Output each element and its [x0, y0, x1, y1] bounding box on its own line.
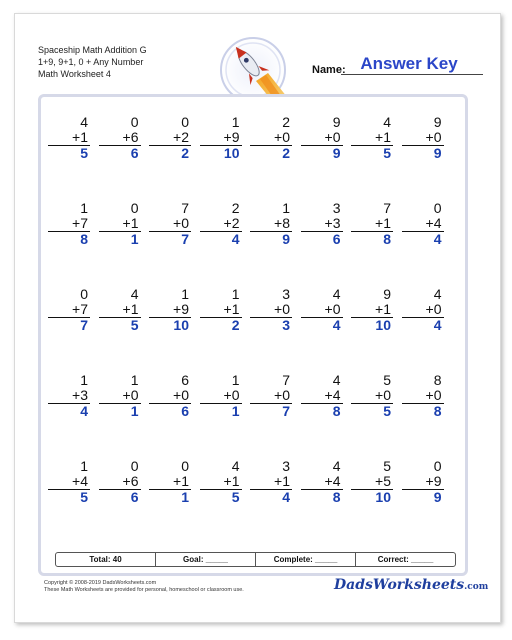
name-label: Name:	[312, 64, 346, 76]
addition-problem	[351, 201, 393, 247]
addition-problem	[149, 115, 191, 161]
problem-answer: 5	[383, 145, 391, 161]
problem-answer: 10	[375, 317, 391, 333]
addition-problem	[301, 373, 343, 419]
problem-top-number: 1	[231, 372, 240, 388]
problem-answer: 8	[80, 231, 88, 247]
addition-problem	[200, 373, 242, 419]
addition-problem	[99, 201, 141, 247]
copyright-line-2: These Math Worksheets are provided for personal, homeschool or classroom use.	[44, 587, 244, 593]
problem-addend: +0	[250, 388, 292, 404]
problem-addend: +4	[402, 216, 444, 232]
addition-problem	[200, 115, 242, 161]
addition-problem	[99, 287, 141, 333]
addition-problem	[48, 115, 90, 161]
addition-problem	[351, 115, 393, 161]
problem-answer: 2	[282, 145, 290, 161]
problem-top-number: 4	[80, 114, 88, 130]
copyright-line-1: Copyright © 2008-2019 DadsWorksheets.com	[44, 580, 157, 586]
addition-problem	[99, 373, 141, 419]
problem-answer: 8	[332, 403, 341, 419]
problem-addend: +8	[250, 216, 292, 232]
problem-answer: 7	[181, 231, 189, 247]
problem-addend: +1	[200, 474, 242, 490]
problem-top-number: 0	[130, 200, 139, 216]
problem-addend: +0	[250, 302, 292, 318]
problem-top-number: 0	[433, 200, 442, 216]
problem-addend: +5	[351, 474, 393, 490]
problem-addend: +0	[200, 388, 242, 404]
problem-top-number: 4	[332, 458, 341, 474]
addition-problem	[250, 115, 292, 161]
problem-top-number: 1	[80, 200, 88, 216]
answer-key-title: Answer Key	[360, 54, 458, 73]
problem-top-number: 5	[383, 372, 391, 388]
problem-answer: 3	[282, 317, 290, 333]
addition-problem	[402, 287, 444, 333]
problem-answer: 1	[231, 403, 240, 419]
goal-field: Goal: _____	[155, 553, 255, 566]
problem-addend: +1	[48, 130, 90, 146]
addition-problem	[48, 201, 90, 247]
problem-addend: +0	[402, 388, 444, 404]
problem-addend: +7	[48, 302, 90, 318]
problem-answer: 1	[181, 489, 189, 505]
problem-answer: 1	[130, 403, 139, 419]
problem-addend: +1	[200, 302, 242, 318]
problem-answer: 8	[332, 489, 341, 505]
logo-suffix: .com	[464, 582, 489, 592]
addition-problem	[301, 287, 343, 333]
problem-addend: +9	[200, 130, 242, 146]
addition-problem	[402, 115, 444, 161]
problem-top-number: 0	[130, 458, 139, 474]
problem-top-number: 0	[181, 114, 189, 130]
title-line-1: Spaceship Math Addition G	[38, 45, 147, 55]
problem-addend: +0	[99, 388, 141, 404]
addition-problem	[200, 201, 242, 247]
worksheet-title	[38, 44, 147, 80]
problem-answer: 6	[130, 145, 139, 161]
title-line-2: 1+9, 9+1, 0 + Any Number	[38, 57, 144, 67]
problem-top-number: 9	[433, 114, 442, 130]
problem-top-number: 2	[282, 114, 290, 130]
problem-addend: +9	[149, 302, 191, 318]
problem-addend: +0	[402, 130, 444, 146]
problem-answer: 8	[383, 231, 391, 247]
problem-answer: 5	[130, 317, 139, 333]
addition-problem	[149, 373, 191, 419]
problem-top-number: 0	[433, 458, 442, 474]
problem-addend: +4	[301, 474, 343, 490]
problem-top-number: 2	[231, 200, 240, 216]
problem-top-number: 4	[130, 286, 139, 302]
problem-top-number: 1	[282, 200, 290, 216]
problem-answer: 6	[181, 403, 189, 419]
problem-addend: +0	[149, 216, 191, 232]
problem-top-number: 3	[282, 286, 290, 302]
problem-answer: 4	[80, 403, 88, 419]
addition-problem	[301, 459, 343, 505]
problem-answer: 4	[332, 317, 341, 333]
problem-answer: 5	[80, 489, 88, 505]
addition-problem	[301, 201, 343, 247]
problem-top-number: 0	[80, 286, 88, 302]
addition-problem	[351, 287, 393, 333]
problem-answer: 4	[433, 317, 442, 333]
problem-answer: 2	[181, 145, 189, 161]
problem-top-number: 4	[231, 458, 240, 474]
problem-addend: +1	[99, 302, 141, 318]
problem-top-number: 7	[181, 200, 189, 216]
addition-problem	[250, 287, 292, 333]
problem-answer: 4	[231, 231, 240, 247]
problem-top-number: 1	[231, 286, 240, 302]
problem-answer: 8	[433, 403, 442, 419]
problem-addend: +1	[351, 130, 393, 146]
addition-problem	[351, 373, 393, 419]
problem-addend: +7	[48, 216, 90, 232]
problem-top-number: 9	[383, 286, 391, 302]
problem-answer: 10	[375, 489, 391, 505]
problem-addend: +1	[99, 216, 141, 232]
problem-answer: 9	[332, 145, 341, 161]
problem-addend: +1	[351, 216, 393, 232]
addition-problem	[200, 287, 242, 333]
problem-addend: +4	[301, 388, 343, 404]
problem-addend: +0	[250, 130, 292, 146]
problem-answer: 2	[231, 317, 240, 333]
addition-problem	[48, 459, 90, 505]
problem-top-number: 0	[181, 458, 189, 474]
problem-top-number: 6	[181, 372, 189, 388]
problem-addend: +0	[351, 388, 393, 404]
problem-addend: +4	[48, 474, 90, 490]
problem-addend: +6	[99, 130, 141, 146]
addition-problem	[402, 201, 444, 247]
addition-problem	[301, 115, 343, 161]
addition-problem	[250, 459, 292, 505]
problem-top-number: 8	[433, 372, 442, 388]
problem-addend: +6	[99, 474, 141, 490]
problem-top-number: 0	[130, 114, 139, 130]
copyright-notice	[44, 580, 244, 594]
problem-top-number: 4	[433, 286, 442, 302]
title-line-3: Math Worksheet 4	[38, 69, 111, 79]
addition-problem	[48, 287, 90, 333]
problem-addend: +9	[402, 474, 444, 490]
problem-addend: +3	[48, 388, 90, 404]
problem-top-number: 3	[332, 200, 341, 216]
problem-addend: +0	[402, 302, 444, 318]
addition-problem	[149, 201, 191, 247]
problem-top-number: 3	[282, 458, 290, 474]
addition-problem	[250, 373, 292, 419]
problem-addend: +2	[200, 216, 242, 232]
problem-answer: 5	[383, 403, 391, 419]
problem-answer: 9	[433, 489, 442, 505]
complete-field: Complete: _____	[255, 553, 355, 566]
problem-answer: 9	[282, 231, 290, 247]
problem-addend: +0	[301, 130, 343, 146]
problem-addend: +0	[149, 388, 191, 404]
problem-answer: 9	[433, 145, 442, 161]
problem-top-number: 4	[332, 372, 341, 388]
addition-problem	[149, 459, 191, 505]
problem-answer: 5	[80, 145, 88, 161]
problem-top-number: 1	[130, 372, 139, 388]
addition-problem	[99, 115, 141, 161]
problem-top-number: 7	[282, 372, 290, 388]
problem-answer: 5	[231, 489, 240, 505]
problem-top-number: 7	[383, 200, 391, 216]
problem-answer: 7	[80, 317, 88, 333]
problem-top-number: 1	[181, 286, 189, 302]
name-line	[341, 74, 483, 75]
problem-top-number: 1	[231, 114, 240, 130]
problem-top-number: 1	[80, 372, 88, 388]
addition-problem	[250, 201, 292, 247]
addition-problem	[351, 459, 393, 505]
problem-addend: +2	[149, 130, 191, 146]
problem-answer: 10	[223, 145, 240, 161]
addition-problem	[99, 459, 141, 505]
problem-answer: 6	[130, 489, 139, 505]
site-logo	[334, 577, 488, 593]
problem-answer: 6	[332, 231, 341, 247]
total-count: Total: 40	[89, 555, 122, 564]
logo-text: DadsWorksheets	[334, 577, 465, 593]
addition-problem	[200, 459, 242, 505]
problem-top-number: 9	[332, 114, 341, 130]
problem-top-number: 5	[383, 458, 391, 474]
addition-problem	[402, 459, 444, 505]
problem-answer: 7	[282, 403, 290, 419]
problem-answer: 4	[433, 231, 442, 247]
addition-problem	[402, 373, 444, 419]
problem-answer: 10	[173, 317, 189, 333]
addition-problem	[149, 287, 191, 333]
problem-addend: +0	[301, 302, 343, 318]
problem-addend: +3	[301, 216, 343, 232]
problem-addend: +1	[250, 474, 292, 490]
problem-answer: 1	[130, 231, 139, 247]
addition-problem	[48, 373, 90, 419]
problem-top-number: 4	[332, 286, 341, 302]
problem-top-number: 1	[80, 458, 88, 474]
problem-addend: +1	[351, 302, 393, 318]
score-footer	[55, 552, 456, 567]
correct-field: Correct: _____	[355, 553, 455, 566]
problem-answer: 4	[282, 489, 290, 505]
problem-top-number: 4	[383, 114, 391, 130]
problem-addend: +1	[149, 474, 191, 490]
